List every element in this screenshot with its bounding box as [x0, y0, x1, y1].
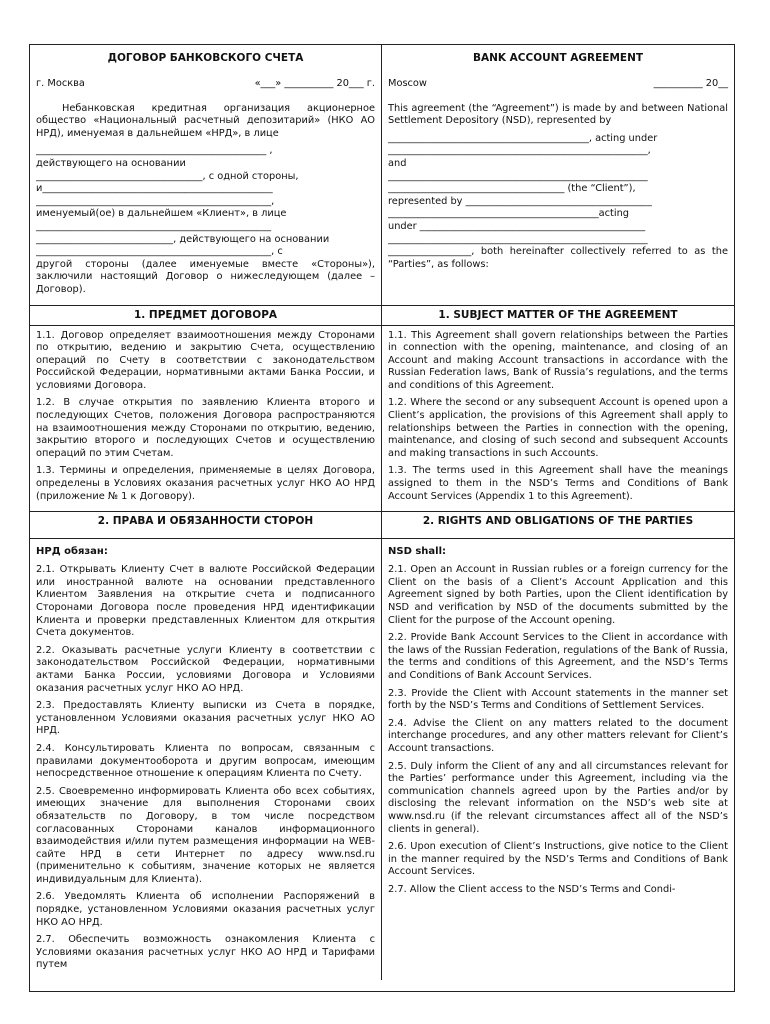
section2-heading-row — [30, 512, 734, 539]
ru-place-date — [36, 78, 375, 91]
en-city: Moscow — [388, 78, 427, 89]
en-nsd-obligations-heading: NSD shall: — [388, 546, 447, 558]
ru-preamble-text: Небанковская кредитная организация акционерное общество «Национальный расчетный депозитарий» (НКО АО НРД), именуемая в дальнейшем «НРД», в лице — [36, 102, 375, 139]
ru-nsd-obligations-heading: НРД обязан: — [36, 546, 108, 558]
ru-clause-2-4: 2.4. Консультировать Клиента по вопросам, связанным с правилами документооборота и другим вопросам, имеющим непосредственное отношение к операциям Клиента по Счету. — [36, 742, 375, 780]
en-blank-line: _____________________________________________________ — [388, 233, 648, 245]
en-intro-column — [382, 45, 734, 305]
ru-clause-2-1: 2.1. Открывать Клиенту Счет в валюте Российской Федерации или иностранной валюте на основании представленного Клиентом Заявления на открытие счета и подписанного Сторонами Договора после проведения НРД идентификации Клиента и проверки представленных Клиентом для открытия Счета документов. — [36, 564, 375, 639]
ru-clause-2-7: 2.7. Обеспечить возможность ознакомления Клиента с Условиями оказания расчетных услуг НКО АО НРД и Тарифами путем — [36, 934, 375, 971]
en-preamble-text: This agreement (the “Agreement”) is made by and between National Settlement Depository (NSD), represented by — [388, 102, 728, 127]
en-clause-2-7: 2.7. Allow the Client access to the NSD’s Terms and Condi- — [388, 883, 676, 895]
ru-clause-2-6: 2.6. Уведомлять Клиента об исполнении Распоряжений в порядке, установленном Условиями оказания расчетных услуг НКО АО НРД. — [36, 891, 375, 928]
ru-intro-column — [30, 45, 382, 305]
ru-section2-heading: 2. ПРАВА И ОБЯЗАННОСТИ СТОРОН — [30, 512, 382, 538]
ru-preamble-end: другой стороны (далее именуемые вместе «Стороны»), заключили настоящий Договор о нижеследующем (далее – Договор). — [36, 258, 375, 295]
ru-blank-line: ________________________________________________, с — [36, 246, 283, 258]
section2-body-row — [30, 539, 734, 980]
ru-blank-line: и_______________________________________________ — [36, 183, 273, 195]
ru-title: ДОГОВОР БАНКОВСКОГО СЧЕТА — [107, 52, 304, 64]
ru-preamble — [36, 103, 375, 297]
en-clause-1-1: 1.1. This Agreement shall govern relationships between the Parties in connection with the opening, maintenance, and closing of an Account and making Account transactions in accordance with the Russian Federation laws, Bank of Russia’s regulations, and the terms and conditions of this Agreement. — [388, 329, 728, 391]
en-section1-heading: 1. SUBJECT MATTER OF THE AGREEMENT — [438, 308, 678, 321]
ru-clause-1-3: 1.3. Термины и определения, применяемые в целях Договора, определены в Условиях оказания расчетных услуг НКО АО НРД (приложение № 1 к Договору). — [36, 465, 375, 502]
ru-blank-line: _______________________________________________ , — [36, 145, 273, 157]
en-preamble — [388, 103, 728, 272]
en-section2-body — [382, 539, 734, 980]
ru-blank-line: ________________________________________________ — [36, 220, 272, 232]
section1-heading-row — [30, 306, 734, 326]
section1-body-row — [30, 326, 734, 513]
en-clause-1-2: 1.2. Where the second or any subsequent Account is opened upon a Client’s application, the provisions of this Agreement shall apply to relationships between the Parties in connection with the opening, maintenance, and closing of such second and subsequent Accounts and making transactions in such Accounts. — [388, 397, 728, 459]
en-section2-heading: 2. RIGHTS AND OBLIGATIONS OF THE PARTIES — [422, 515, 694, 528]
en-blank-line: _____________________________________________________ — [388, 170, 648, 182]
ru-preamble-line: именуемый(ое) в дальнейшем «Клиент», в лице — [36, 208, 287, 220]
ru-clause-1-2: 1.2. В случае открытия по заявлению Клиента второго и последующих Счетов, положения Договора распространяются на взаимоотношения между Сторонами по открытию, ведению, закрытию второго и последующих Счетов и осуществлению операций по этим Счетам. — [36, 397, 375, 459]
ru-clause-2-5: 2.5. Своевременно информировать Клиента обо всех событиях, имеющих значение для выполнения Сторонами своих обязательств по Договору, в том числе посредством согласованных Сторонами каналов информационного взаимодействия и/или путем размещения информации на WEB-сайте НРД в сети Интернет по адресу www.nsd.ru (применительно к событиям, значение которых не является индивидуальным для Клиента). — [36, 785, 375, 885]
en-clause-2-5: 2.5. Duly inform the Client of any and all circumstances relevant for the Parties’ performance under this Agreement, including via the communication channels agreed upon by the Parties and/or by disclosing the relevant information on the NSD’s web site at www.nsd.ru (if the relevant circumstances affect all of the NSD’s clients in general). — [388, 760, 728, 835]
en-blank-line: under ______________________________________________ — [388, 220, 646, 232]
ru-city: г. Москва — [36, 78, 85, 89]
en-preamble-line: and — [388, 157, 407, 169]
en-date: __________ 20__ — [653, 78, 728, 89]
ru-clause-2-3: 2.3. Предоставлять Клиенту выписки из Счета в порядке, установленном Условиями оказания расчетных услуг НКО АО НРД. — [36, 700, 375, 737]
en-clause-2-6: 2.6. Upon execution of Client’s Instructions, give notice to the Client in the manner required by the NSD’s Terms and Conditions of Bank Account Services. — [388, 841, 728, 878]
ru-section2-body — [30, 539, 382, 980]
en-section1-body — [382, 326, 734, 512]
en-clause-2-2: 2.2. Provide Bank Account Services to the Client in accordance with the laws of the Russian Federation, regulations of the Bank of Russia, the terms and conditions of this Agreement, and the NSD’s Terms and Conditions of Bank Account Services. — [388, 632, 728, 681]
ru-blank-line: ____________________________, действующего на основании — [36, 233, 330, 245]
agreement-page — [29, 44, 735, 992]
en-blank-line: represented by ______________________________________ — [388, 195, 652, 207]
ru-blank-line: __________________________________, с одной стороны, — [36, 170, 299, 182]
en-clause-2-1: 2.1. Open an Account in Russian rubles or a foreign currency for the Client on the basis of a Client’s Account Application and this Agreement signed by both Parties, upon the Client identification by NSD and verification by NSD of the documents submitted by the Client for the purpose of the Account opening. — [388, 564, 728, 626]
ru-section1-heading: 1. ПРЕДМЕТ ДОГОВОРА — [30, 306, 382, 325]
ru-date: «___» __________ 20___ г. — [254, 78, 375, 89]
ru-preamble-line: действующего на основании — [36, 157, 186, 169]
title-row — [30, 45, 734, 306]
en-preamble-end: _________________, both hereinafter collectively referred to as the “Parties”, as follows: — [388, 246, 728, 270]
en-place-date — [388, 78, 728, 91]
en-clause-2-3: 2.3. Provide the Client with Account statements in the manner set forth by the NSD’s Terms and Conditions of Settlement Services. — [388, 687, 728, 712]
ru-section1-body — [30, 326, 382, 512]
ru-blank-line: ________________________________________________, — [36, 195, 275, 207]
en-blank-line: ___________________________________________acting — [388, 208, 630, 220]
ru-clause-2-2: 2.2. Оказывать расчетные услуги Клиенту в соответствии с законодательством Российской Федерации, нормативными актами Банка России, условиями Договора и Условиями оказания расчетных услуг НКО АО НРД. — [36, 644, 375, 694]
ru-clause-1-1: 1.1. Договор определяет взаимоотношения между Сторонами по открытию, ведению и закрытию Счета, осуществлению операций по Счету в соответствии с законодательством Российской Федерации, нормативными актами Банка России, и условиями Договора. — [36, 329, 375, 391]
en-title: BANK ACCOUNT AGREEMENT — [472, 52, 644, 64]
en-blank-line: ____________________________________ (the “Client”), — [388, 183, 636, 195]
en-clause-2-4: 2.4. Advise the Client on any matters related to the document interchange procedures, and any other matters relevant for Client’s Account transactions. — [388, 717, 728, 754]
en-blank-line: _____________________________________________________, — [388, 145, 651, 157]
en-blank-line: _________________________________________, acting under — [388, 132, 658, 144]
en-clause-1-3: 1.3. The terms used in this Agreement shall have the meanings assigned to them in the NSD’s Terms and Conditions of Bank Account Services (Appendix 1 to this Agreement). — [388, 465, 728, 502]
